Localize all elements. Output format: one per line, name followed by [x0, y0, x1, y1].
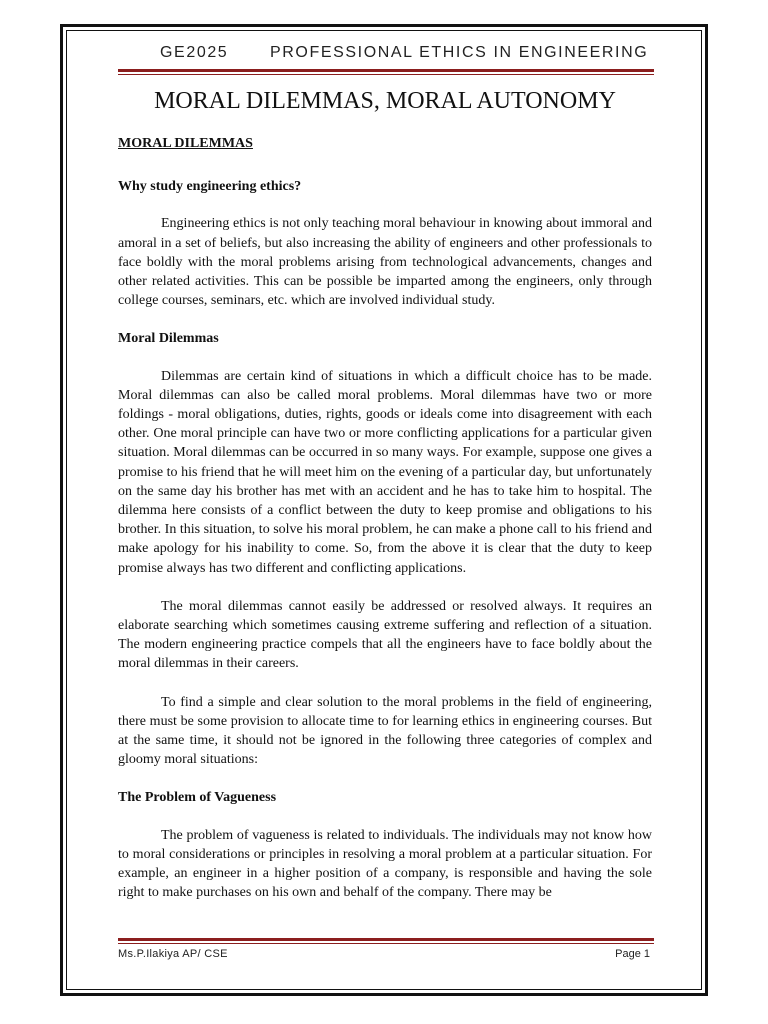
document-title: MORAL DILEMMAS, MORAL AUTONOMY — [154, 88, 616, 114]
subheading-why-study: Why study engineering ethics? — [118, 179, 302, 195]
document-body — [118, 134, 652, 922]
header-rule-thick — [118, 69, 654, 72]
paragraph-3: The moral dilemmas cannot easily be addressed or resolved always. It requires an elaborate searching which sometimes causing extreme suffering and reflection of a situation. The modern engineering practice compels that all the engineers have to face boldly about the moral dilemmas in their careers. — [118, 598, 652, 672]
subheading-moral-dilemmas: Moral Dilemmas — [118, 331, 219, 347]
paragraph-2: Dilemmas are certain kind of situations in which a difficult choice has to be made. Moral dilemmas can also be called moral problems. Moral dilemmas have two or more foldings - moral obligations, duties, rights, goods or ideals come into disagreement with each other. One moral principle can have two or more conflicting applications for a particular given situation. Moral dilemmas can be occurred in so many ways. For example, suppose one gives a promise to his friend that he will meet him on the evening of a particular day, but unfortunately on the same day his brother has met with an accident and he has to take him to hospital. The dilemma here consists of a conflict between the duty to keep promise and obligations to his brother. In this situation, to solve his moral problem, he can make a phone call to his friend and make apology for his inability to come. So, from the above it is clear that the duty to keep promise always has two different and conflicting applications. — [118, 368, 652, 576]
footer-author: Ms.P.Ilakiya AP/ CSE — [118, 948, 228, 960]
header-rule-thin — [118, 74, 654, 75]
subheading-vagueness: The Problem of Vagueness — [118, 790, 277, 806]
footer-page-number: Page 1 — [615, 948, 650, 960]
section-label: MORAL DILEMMAS — [118, 136, 253, 151]
footer-rule-thick — [118, 938, 654, 941]
paragraph-5: The problem of vagueness is related to individuals. The individuals may not know how to moral considerations or principles in resolving a moral problem at a particular situation. For example, an engineer in a higher position of a company, is responsible and having the sole right to make purchases on his own and behalf of the company. There may be — [118, 827, 652, 901]
page-header — [118, 44, 652, 66]
course-code: GE2025 — [160, 44, 229, 61]
paragraph-4: To find a simple and clear solution to the moral problems in the field of engineering, there must be some provision to allocate time to for learning ethics in engineering courses. But at the same time, it should not be ignored in the following three categories of complex and gloomy moral situations: — [118, 694, 652, 768]
paragraph-1: Engineering ethics is not only teaching moral behaviour in knowing about immoral and amoral in a set of beliefs, but also increasing the ability of engineers and other professionals to face boldly with the moral problems arising from technological advancements, changes and other related activities. This can be possible be imparted among the engineers, only through college courses, seminars, etc. which are involved individual study. — [118, 216, 652, 309]
course-title: PROFESSIONAL ETHICS IN ENGINEERING — [270, 44, 649, 61]
footer-rule-thin — [118, 943, 654, 944]
